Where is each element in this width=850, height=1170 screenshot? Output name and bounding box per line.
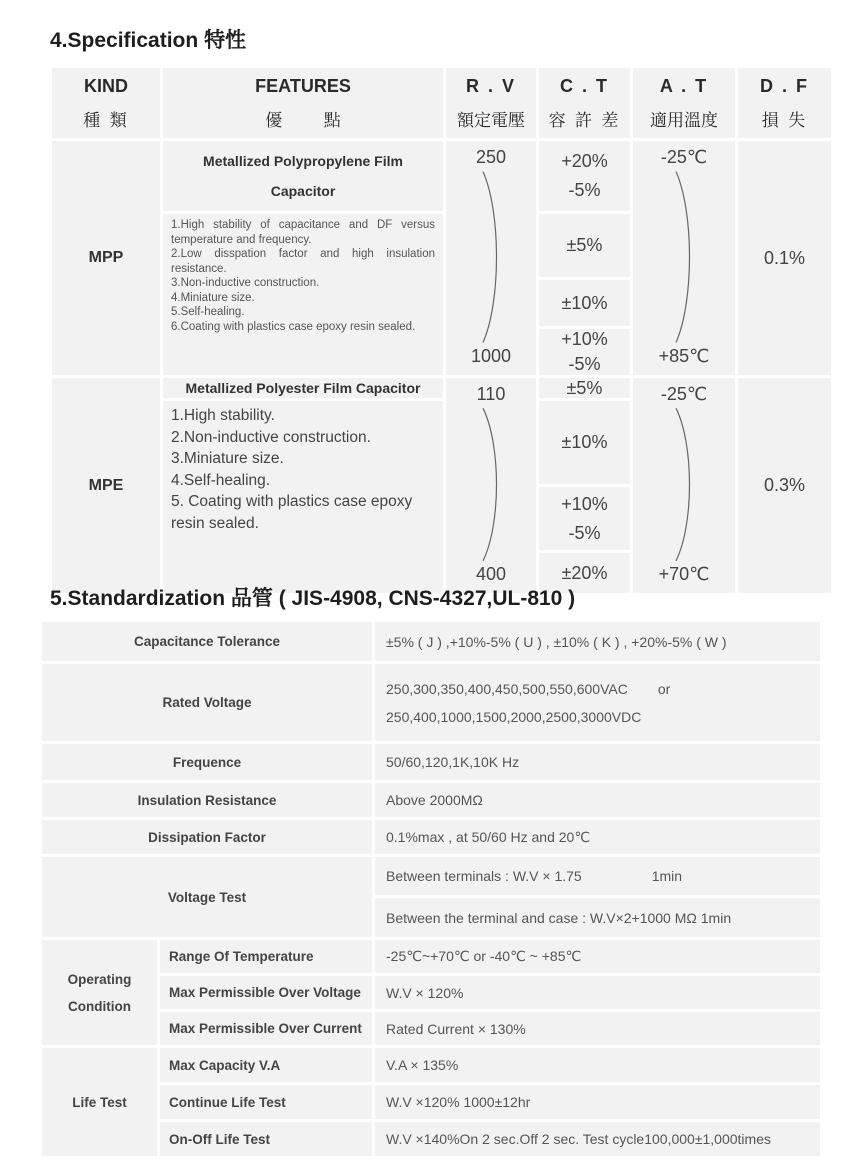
kind-mpe <box>52 378 160 593</box>
mpp-ct-3 <box>539 280 630 326</box>
volt-label <box>42 857 372 937</box>
header-ct <box>539 68 630 138</box>
header-df <box>738 68 831 138</box>
temp-range-value-text: -25℃~+70℃ or -40℃ ~ +85℃ <box>386 948 582 964</box>
mpp-name <box>163 141 443 211</box>
mpe-df-value: 0.3% <box>763 475 806 495</box>
mpp-rv-max: 1000 <box>470 346 512 366</box>
kind-mpp <box>52 141 160 375</box>
header-rv-zh: 額定電壓 <box>457 110 525 131</box>
mpp-ct-4 <box>539 329 630 375</box>
range-brace-icon <box>672 168 696 346</box>
header-ct-en: C . T <box>560 75 609 96</box>
volt-terminals: Between terminals : W.V × 1.75 <box>386 868 582 884</box>
section-4-title-text: 4.Specification <box>50 29 199 52</box>
onoff-life-value <box>375 1122 820 1156</box>
mpp-rv-min: 250 <box>475 147 507 167</box>
mpe-feature: 4.Self-healing. <box>171 471 271 489</box>
mpp-ct-1 <box>539 141 630 211</box>
diss-label <box>42 820 372 854</box>
freq-value <box>375 744 820 780</box>
ins-label-text: Insulation Resistance <box>137 792 277 808</box>
temp-range-label <box>160 940 372 973</box>
kind-mpp-label: MPP <box>88 249 124 266</box>
onoff-life-label <box>160 1122 372 1156</box>
header-rv-en: R . V <box>465 75 516 96</box>
mpp-feature: 2.Low disspation factor and high insulation resistance. <box>171 248 435 275</box>
mpe-df <box>738 378 831 593</box>
onoff-life-label-text: On-Off Life Test <box>169 1131 270 1147</box>
diss-value-text: 0.1%max , at 50/60 Hz and 20℃ <box>386 828 591 845</box>
mpe-ct-value: ±10% <box>561 432 608 452</box>
diss-value <box>375 820 820 854</box>
max-current-value <box>375 1012 820 1045</box>
mpe-feature: 1.High stability. <box>171 407 275 424</box>
mpe-rv-min: 110 <box>476 384 506 404</box>
range-brace-icon <box>479 168 503 346</box>
mpe-ct-1 <box>539 378 630 398</box>
mpp-temperature <box>633 141 735 375</box>
header-rv <box>446 68 536 138</box>
mpp-feature: 1.High stability of capacitance and DF versus temperature and frequency. <box>171 219 435 246</box>
mpe-rated-voltage <box>446 378 536 593</box>
mpe-ct-value: +10% <box>561 493 608 514</box>
mpe-ct-value: -5% <box>568 522 601 543</box>
continue-life-value <box>375 1085 820 1119</box>
mpe-ct-2 <box>539 401 630 484</box>
header-kind-en: KIND <box>84 75 128 96</box>
life-test-label-text: Life Test <box>72 1094 127 1110</box>
range-brace-icon <box>672 405 696 564</box>
volt-label-text: Voltage Test <box>167 889 247 905</box>
cap-tol-label <box>42 622 372 661</box>
max-voltage-label-text: Max Permissible Over Voltage <box>169 985 361 1000</box>
max-current-value-text: Rated Current × 130% <box>386 1020 526 1037</box>
mpe-feature: 2.Non-inductive construction. <box>171 428 371 446</box>
header-features-en: FEATURES <box>255 75 351 96</box>
volt-case: Between the terminal and case : W.V×2+1000 MΩ 1min <box>386 909 732 926</box>
continue-life-label <box>160 1085 372 1119</box>
mpe-name <box>163 378 443 398</box>
max-current-label-text: Max Permissible Over Current <box>169 1021 362 1036</box>
mpp-name-text: Metallized Polypropylene Film Capacitor <box>203 153 403 199</box>
max-capacity-value <box>375 1048 820 1082</box>
mpe-at-max: +70℃ <box>658 564 710 584</box>
header-kind <box>52 68 160 138</box>
temp-range-value <box>375 940 820 973</box>
rated-v-label-text: Rated Voltage <box>162 695 252 710</box>
cap-tol-value <box>375 622 820 661</box>
header-kind-zh: 種 類 <box>83 110 129 131</box>
header-df-en: D . F <box>760 75 809 96</box>
continue-life-label-text: Continue Life Test <box>169 1094 286 1110</box>
mpp-ct-value: +20% <box>561 151 608 171</box>
mpe-ct-value: ±5% <box>566 377 603 398</box>
onoff-life-value-text: W.V ×140%On 2 sec.Off 2 sec. Test cycle100,000±1,000times <box>386 1131 771 1147</box>
mpp-feature: 6.Coating with plastics case epoxy resin sealed. <box>171 320 416 333</box>
mpp-ct-value: -5% <box>568 180 601 200</box>
continue-life-value-text: W.V ×120% 1000±12hr <box>386 1094 531 1110</box>
mpp-feature: 4.Miniature size. <box>171 291 255 304</box>
life-test-label <box>42 1048 157 1156</box>
ins-value-text: Above 2000MΩ <box>386 792 483 808</box>
section-4-title <box>50 24 246 54</box>
ins-label <box>42 783 372 817</box>
volt-terminals-time: 1min <box>651 868 683 884</box>
mpp-ct-value: ±5% <box>566 235 603 255</box>
mpp-ct-value: +10% <box>561 329 608 349</box>
operating-condition-label <box>42 940 157 1045</box>
ins-value <box>375 783 820 817</box>
cap-tol-value-text: ±5% ( J ) ,+10%-5% ( U ) , ±10% ( K ) , +20%-5% ( W ) <box>386 633 727 650</box>
freq-label <box>42 744 372 780</box>
rated-v-line-1 <box>386 681 670 697</box>
mpp-rated-voltage <box>446 141 536 375</box>
mpp-df <box>738 141 831 375</box>
header-at <box>633 68 735 138</box>
freq-value-text: 50/60,120,1K,10K Hz <box>386 754 520 770</box>
mpe-name-text: Metallized Polyester Film Capacitor <box>185 380 421 396</box>
header-features-zh: 優 點 <box>265 110 359 131</box>
rated-v-ac: 250,300,350,400,450,500,550,600VAC <box>386 680 628 697</box>
section-4-title-zh: 特性 <box>204 28 247 52</box>
max-current-label <box>160 1012 372 1045</box>
kind-mpe-label: MPE <box>88 476 124 494</box>
section-5-title-standards: ( JIS-4908, CNS-4327,UL-810 ) <box>278 587 576 610</box>
mpp-ct-2 <box>539 214 630 277</box>
mpp-feature: 5.Self-healing. <box>171 306 245 318</box>
mpp-feature: 3.Non-inductive construction. <box>171 277 320 289</box>
header-features <box>163 68 443 138</box>
temp-range-label-text: Range Of Temperature <box>169 949 314 964</box>
mpe-ct-value: ±20% <box>561 562 608 583</box>
rated-v-dc: 250,400,1000,1500,2000,2500,3000VDC <box>386 708 642 725</box>
rated-v-label <box>42 664 372 741</box>
max-voltage-value-text: W.V × 120% <box>386 984 464 1001</box>
mpe-feature: 5. Coating with plastics case epoxy resin sealed. <box>171 493 413 532</box>
mpe-rv-max: 400 <box>475 564 507 584</box>
max-capacity-value-text: V.A × 135% <box>386 1057 459 1073</box>
mpe-feature: 3.Miniature size. <box>171 450 284 467</box>
mpe-features <box>163 401 443 593</box>
max-capacity-label <box>160 1048 372 1082</box>
range-brace-icon <box>479 405 503 564</box>
cap-tol-label-text: Capacitance Tolerance <box>133 634 281 649</box>
mpe-ct-3 <box>539 487 630 550</box>
max-capacity-label-text: Max Capacity V.A <box>169 1057 281 1073</box>
mpe-at-min: -25℃ <box>660 384 708 404</box>
mpp-at-min: -25℃ <box>660 147 708 167</box>
mpp-df-value: 0.1% <box>763 247 806 268</box>
rated-v-value <box>375 664 820 741</box>
section-5-title-zh: 品管 <box>230 586 273 610</box>
mpp-ct-value: ±10% <box>561 292 608 313</box>
max-voltage-label <box>160 976 372 1009</box>
specification-table <box>52 68 816 584</box>
mpp-ct-value: -5% <box>568 354 601 374</box>
section-5-title-text: 5.Standardization <box>50 587 226 610</box>
standardization-table <box>42 622 814 1157</box>
operating-label-line-2: Condition <box>68 998 131 1014</box>
header-ct-zh: 容 許 差 <box>548 110 621 131</box>
max-voltage-value <box>375 976 820 1009</box>
header-df-zh: 損 失 <box>761 110 808 131</box>
rated-v-or: or <box>657 680 671 697</box>
operating-label-line-1: Operating <box>67 971 132 987</box>
freq-label-text: Frequence <box>172 754 242 770</box>
section-5-title <box>50 582 575 612</box>
header-at-en: A . T <box>659 75 709 96</box>
diss-label-text: Dissipation Factor <box>148 829 266 845</box>
volt-value-2 <box>375 898 820 937</box>
header-at-zh: 適用溫度 <box>650 110 718 131</box>
mpp-at-max: +85℃ <box>658 346 710 366</box>
volt-value-1 <box>375 857 820 895</box>
mpp-features <box>163 214 443 375</box>
mpe-temperature <box>633 378 735 593</box>
